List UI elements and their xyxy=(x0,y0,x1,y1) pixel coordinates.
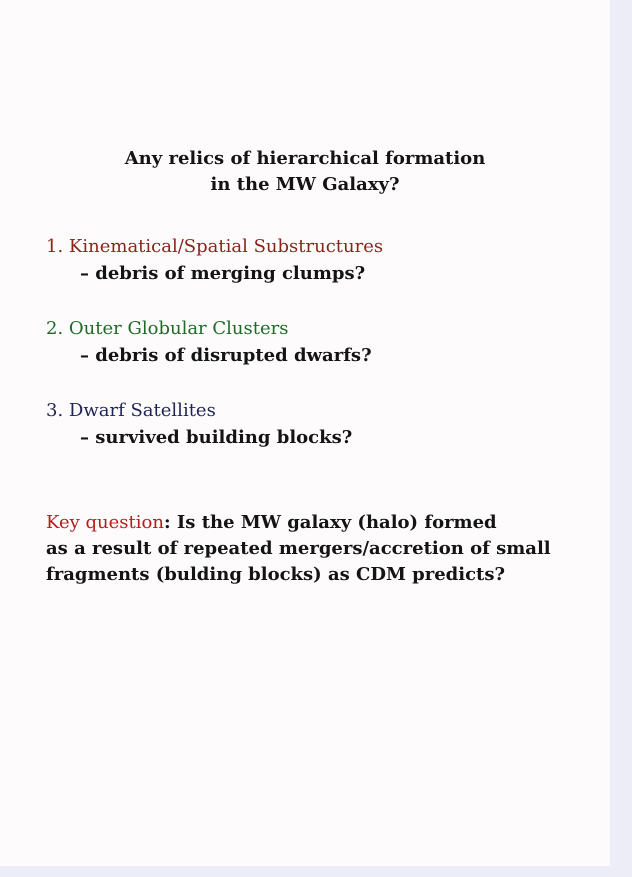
list-item-heading-2 xyxy=(46,318,288,339)
list-item-heading-3 xyxy=(46,400,216,421)
key-question-text-1: Is the MW galaxy (halo) formed xyxy=(176,512,497,533)
title-line-1: Any relics of hierarchical formation xyxy=(124,148,486,169)
key-question-block xyxy=(46,510,551,588)
key-question-line-2: as a result of repeated mergers/accretion of small xyxy=(46,538,551,559)
slide-title xyxy=(0,146,610,198)
list-item-subtext-1: – debris of merging clumps? xyxy=(80,263,366,284)
list-item-title-1: Kinematical/Spatial Substructures xyxy=(68,236,384,257)
list-item-title-2: Outer Globular Clusters xyxy=(68,318,289,339)
list-item-heading-1 xyxy=(46,236,383,257)
key-question-line-3: fragments (bulding blocks) as CDM predicts? xyxy=(46,564,506,585)
key-question-colon: : xyxy=(163,512,171,533)
list-item-number-3: 3. xyxy=(46,400,64,421)
title-line-2: in the MW Galaxy? xyxy=(210,174,400,195)
list-item-number-2: 2. xyxy=(46,318,64,339)
key-question-line-1 xyxy=(46,510,551,536)
list-item-title-3: Dwarf Satellites xyxy=(68,400,216,421)
list-item-subtext-2: – debris of disrupted dwarfs? xyxy=(80,345,372,366)
list-item-subtext-3: – survived building blocks? xyxy=(80,427,353,448)
list-item-number-1: 1. xyxy=(46,236,64,257)
key-question-label: Key question xyxy=(46,512,164,533)
